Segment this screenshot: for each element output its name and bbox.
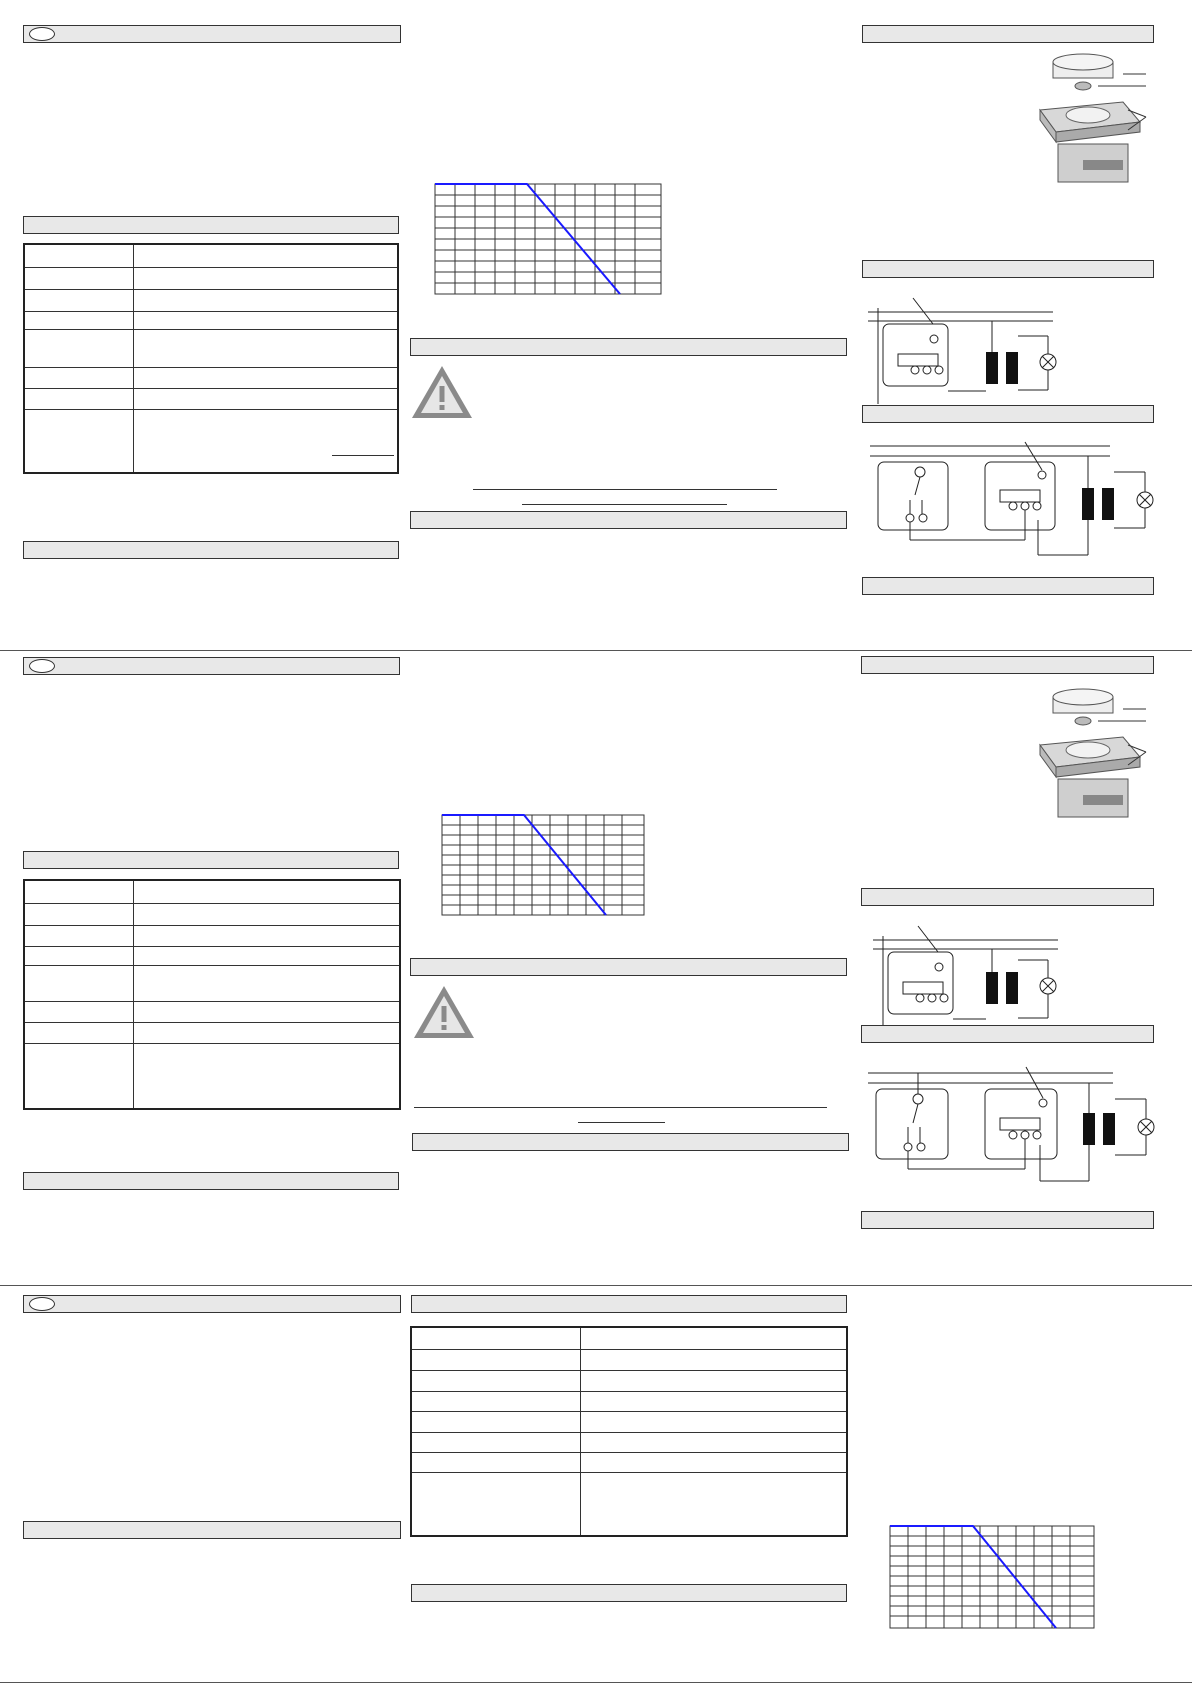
derating-chart	[434, 809, 648, 921]
section-header-bar	[23, 25, 401, 43]
device-exploded-view-icon	[1028, 52, 1148, 197]
transformer-icon	[1083, 1113, 1095, 1145]
section-header-bar	[861, 1025, 1154, 1043]
section-header-bar	[23, 216, 399, 234]
wiring-diagram-icon	[870, 440, 1160, 560]
wiring-diagram-icon	[868, 294, 1068, 404]
section-header-bar	[23, 541, 399, 559]
section-header-bar	[861, 888, 1154, 906]
language-badge-icon	[29, 27, 55, 41]
specs-table	[23, 243, 399, 474]
section-header-bar	[862, 260, 1154, 278]
section-divider	[0, 1285, 1192, 1286]
transformer-icon	[986, 972, 998, 1004]
section-header-bar	[23, 1295, 401, 1313]
section-header-bar	[411, 1295, 847, 1313]
specs-table	[23, 879, 401, 1110]
wiring-diagram-icon	[873, 922, 1073, 1032]
derating-chart	[882, 1518, 1098, 1632]
section-header-bar	[410, 511, 847, 529]
section-header-bar	[410, 338, 847, 356]
underline	[473, 489, 777, 490]
section-header-bar	[862, 25, 1154, 43]
section-header-bar	[861, 1211, 1154, 1229]
derating-curve	[890, 1526, 1056, 1628]
device-exploded-view-icon	[1028, 687, 1148, 832]
language-badge-icon	[29, 659, 55, 673]
underline	[578, 1122, 665, 1123]
section-divider	[0, 650, 1192, 651]
section-header-bar	[410, 958, 847, 976]
section-header-bar	[861, 656, 1154, 674]
underline	[414, 1107, 827, 1108]
transformer-icon	[1082, 488, 1094, 520]
section-header-bar	[23, 657, 400, 675]
section-header-bar	[411, 1584, 847, 1602]
language-badge-icon	[29, 1297, 55, 1311]
section-header-bar	[862, 577, 1154, 595]
derating-chart	[427, 178, 667, 300]
section-header-bar	[862, 405, 1154, 423]
section-header-bar	[23, 1521, 401, 1539]
warning-triangle-icon	[410, 364, 474, 420]
underline	[522, 504, 727, 505]
warning-triangle-icon	[412, 984, 476, 1040]
section-header-bar	[23, 1172, 399, 1190]
wiring-diagram-icon	[868, 1063, 1158, 1188]
transformer-icon	[986, 352, 998, 384]
section-header-bar	[23, 851, 399, 869]
section-header-bar	[412, 1133, 849, 1151]
section-divider	[0, 1682, 1192, 1683]
specs-table	[410, 1326, 848, 1537]
